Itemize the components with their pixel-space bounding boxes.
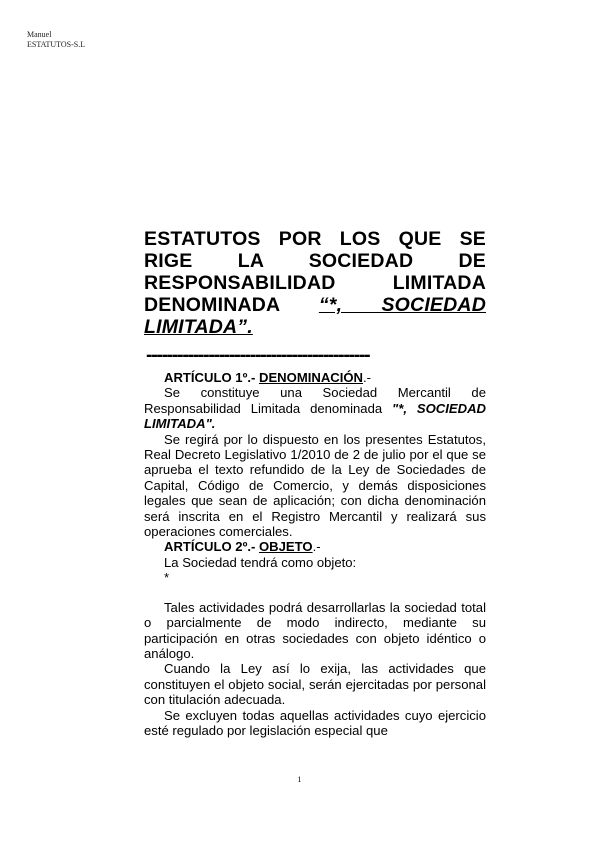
page-header — [27, 30, 85, 50]
separator-line: ------------------------------------------- — [146, 344, 370, 366]
article-2-paragraph-1: Tales actividades podrá desarrollarlas la sociedad total o parcialmente de modo indirecto, mediante su participación en otras sociedades con objeto idéntico o análogo. — [144, 599, 486, 661]
article-1-p1-text: Se constituye una Sociedad Mercantil de Responsabilidad Limitada denominada — [144, 385, 486, 416]
article-1-heading — [164, 370, 486, 385]
article-1-paragraph-1 — [144, 385, 486, 431]
page-number: 1 — [297, 775, 302, 784]
article-2-paragraph-2: Cuando la Ley así lo exija, las actividades que constituyen el objeto social, serán ejercitadas por personal con titulación adecuada. — [144, 661, 486, 708]
document-body — [144, 370, 486, 738]
header-doc-name: ESTATUTOS-S.L — [27, 40, 86, 49]
title-main: ESTATUTOS POR LOS QUE SE RIGE LA SOCIEDAD DE RESPONSABILIDAD LIMITADA DENOMINADA — [144, 228, 486, 316]
article-2-object-placeholder: * — [164, 570, 170, 586]
article-1-company-name: "*, SOCIEDAD LIMITADA". — [144, 400, 486, 432]
article-2-intro: La Sociedad tendrá como objeto: — [164, 554, 357, 570]
article-1-tail: .- — [363, 370, 372, 385]
blank-line — [144, 586, 486, 600]
article-2-paragraph-3: Se excluyen todas aquellas actividades cuyo ejercicio esté regulado por legislación especial que — [144, 707, 486, 738]
article-2-name: OBJETO — [258, 539, 313, 555]
article-1-name: DENOMINACIÓN — [258, 370, 364, 385]
article-1-label: ARTÍCULO 1º.- — [164, 370, 259, 385]
article-2-tail: .- — [312, 539, 321, 555]
title-company-name: “*, SOCIEDAD LIMITADA”. — [144, 294, 486, 338]
article-2-heading — [164, 539, 486, 554]
document-title — [144, 228, 486, 338]
header-author: Manuel — [27, 30, 52, 39]
article-2-label: ARTÍCULO 2º.- — [164, 539, 259, 555]
article-1-paragraph-2: Se regirá por lo dispuesto en los presentes Estatutos, Real Decreto Legislativo 1/2010 de 2 de julio por el que se aprueba el texto refundido de la Ley de Sociedades de Capital, Código de Comercio, y demás disposiciones legales que sean de aplicación; con dicha denominación será inscrita en el Registro Mercantil y realizará sus operaciones comerciales. — [144, 431, 486, 540]
